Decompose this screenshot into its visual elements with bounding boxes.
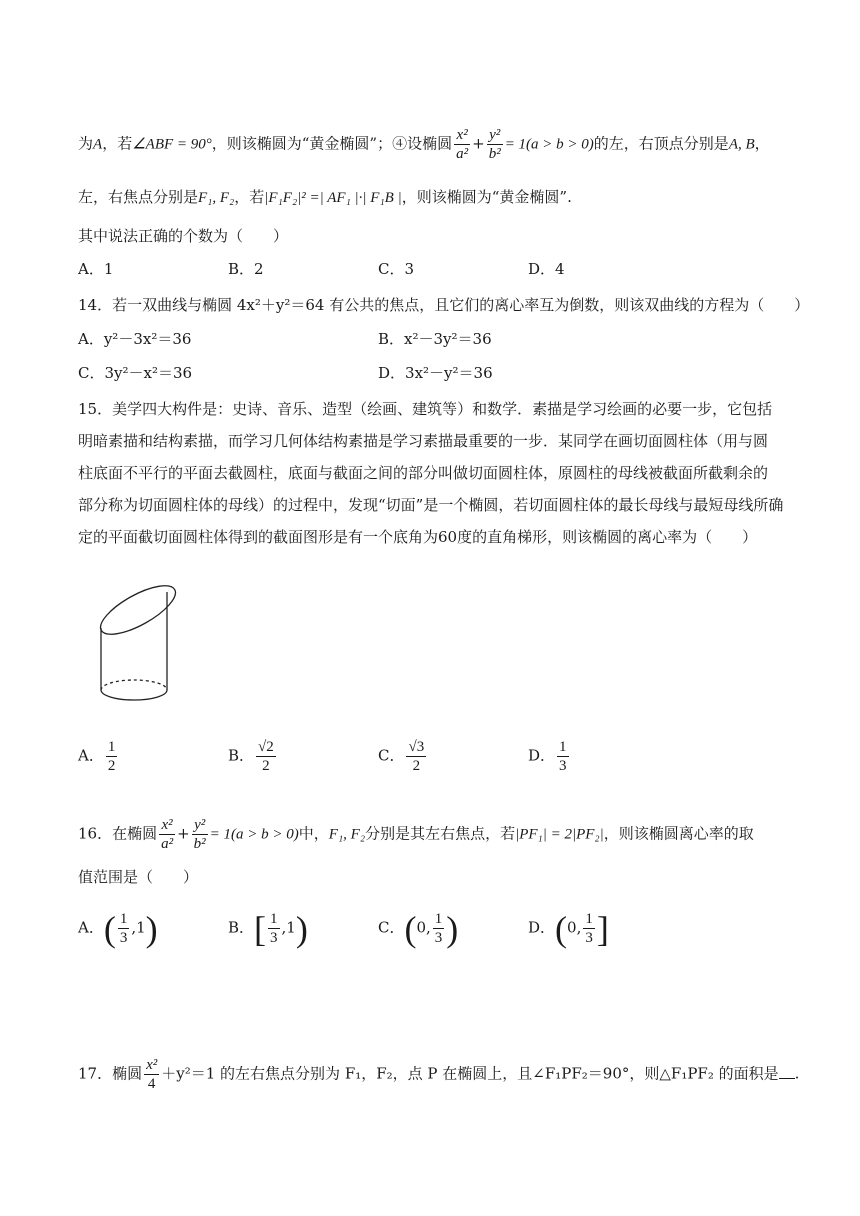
q16-option-c[interactable] xyxy=(378,910,458,947)
text: 分别是其左右焦点，若 xyxy=(365,824,516,843)
q16-option-d[interactable] xyxy=(528,910,609,947)
q14-option-d[interactable]: D．3x²－y²＝36 xyxy=(378,364,493,382)
denominator: 3 xyxy=(585,930,593,946)
text: 的左，右顶点分别是 xyxy=(593,134,729,153)
numerator: 1 xyxy=(559,739,567,755)
fraction-x2-a2 xyxy=(454,126,470,163)
right-bracket: ] xyxy=(596,908,609,949)
math-condition: |PF₁| = 2|PF₂| xyxy=(515,826,604,843)
denominator: 3 xyxy=(434,930,443,946)
answer-blank[interactable] xyxy=(779,1078,795,1079)
denominator: a² xyxy=(161,836,174,852)
text: ，若 xyxy=(102,134,133,153)
q15-line-4: 部分称为切面圆柱体的母线）的过程中，发现“切面”是一个椭圆，若切面圆柱体的最长母线与最短母线所确 xyxy=(78,496,784,514)
math-tail: = 1(a > b > 0) xyxy=(504,136,594,153)
denominator: a² xyxy=(456,146,469,162)
q14-option-a[interactable]: A．y²－3x²＝36 xyxy=(78,330,192,348)
q13-line-2 xyxy=(78,186,790,209)
option-fraction xyxy=(557,738,569,775)
math-tail: = 1(a > b > 0) xyxy=(209,826,299,843)
option-fraction xyxy=(256,738,276,775)
q13-option-c[interactable]: C．3 xyxy=(378,260,415,278)
text: ，则该椭圆离心率的取 xyxy=(603,824,754,843)
math-foci: F₁, F₂ xyxy=(328,826,366,843)
numerator: x² xyxy=(454,126,470,145)
right-bracket: ) xyxy=(295,908,308,949)
q15-line-3: 柱底面不平行的平面去截圆柱，底面与截面之间的部分叫做切面圆柱体，原圆柱的母线被截面所截剩余的 xyxy=(78,464,769,482)
q16-line-2: 值范围是（ ） xyxy=(78,868,199,886)
q13-option-a[interactable]: A．1 xyxy=(78,260,114,278)
interval-end: ,1 xyxy=(131,918,146,937)
interval-end: ,1 xyxy=(281,918,296,937)
fraction-x2-a2 xyxy=(159,816,175,853)
text: 17．椭圆 xyxy=(78,1064,143,1083)
numerator: 1 xyxy=(107,739,116,755)
base-front-arc xyxy=(101,690,167,700)
denominator: 3 xyxy=(270,930,278,946)
math-foci: F₁, F₂ xyxy=(198,190,235,206)
text: ，则该椭圆为“黄金椭圆”. xyxy=(401,188,572,206)
denominator: 3 xyxy=(559,758,567,774)
text: 为 xyxy=(78,134,94,153)
option-label: D． xyxy=(528,746,556,765)
denominator: b² xyxy=(193,836,206,852)
text: ＋y²＝1 的左右焦点分别为 F₁，F₂，点 P 在椭圆上，且∠F₁PF₂＝90°，则△F₁PF₂ 的面积是 xyxy=(161,1064,779,1083)
fraction-x2-4 xyxy=(144,1056,159,1093)
q15-option-c[interactable] xyxy=(378,738,428,775)
option-label: A． xyxy=(78,746,104,765)
text: ，若 xyxy=(234,188,265,206)
denominator: 2 xyxy=(412,758,421,774)
q16-option-b[interactable] xyxy=(228,910,308,947)
numerator: 1 xyxy=(434,911,443,927)
fraction-y2-b2 xyxy=(192,816,208,853)
math-var: A xyxy=(93,136,103,153)
text: 左，右焦点分别是 xyxy=(78,188,199,206)
denominator: 4 xyxy=(147,1076,156,1092)
numerator: 1 xyxy=(585,911,593,927)
q15-line-2: 明暗素描和结构素描，而学习几何体结构素描是学习素描最重要的一步．某同学在画切面圆柱体（用与圆 xyxy=(78,432,769,450)
q14-option-c[interactable]: C．3y²－x²＝36 xyxy=(78,364,193,382)
q16-option-a[interactable] xyxy=(78,910,158,947)
numerator: √2 xyxy=(258,739,274,755)
left-bracket: ( xyxy=(404,908,417,949)
left-bracket: ( xyxy=(555,908,568,949)
numerator: 1 xyxy=(270,911,278,927)
right-bracket: ) xyxy=(446,908,459,949)
right-bracket: ) xyxy=(145,908,158,949)
denominator: b² xyxy=(488,146,501,162)
left-bracket: ( xyxy=(103,908,116,949)
numerator: √3 xyxy=(408,739,425,755)
numerator: 1 xyxy=(119,911,128,927)
cut-ellipse xyxy=(94,578,182,643)
option-fraction xyxy=(433,910,445,947)
option-label: D． xyxy=(528,918,556,937)
text: . xyxy=(794,1064,800,1083)
math-equation: |F₁F₂|² =| AF₁ |·| F₁B | xyxy=(264,190,402,206)
option-label: B． xyxy=(228,746,255,765)
math-angle: ∠ABF = 90° xyxy=(132,136,212,153)
q15-line-5: 定的平面截切面圆柱体得到的截面图形是有一个底角为60度的直角梯形，则该椭圆的离心率为（ ） xyxy=(78,528,758,546)
numerator: y² xyxy=(487,126,503,145)
q13-line-1: 为A，若∠ABF = 90°，则该椭圆为“黄金椭圆”；④设椭圆 $\frac{\text{x²}}{\text{a²}}$ + $\frac{\text{y²}}{\text{b²}}$ = 1(a > b > 0)的左，右顶点分别是A, B， xyxy=(78,127,770,162)
base-back-arc xyxy=(101,680,167,690)
text: ，则该椭圆为“黄金椭圆”；④设椭圆 xyxy=(211,134,453,153)
q17-line xyxy=(78,1056,800,1093)
cut-cylinder-figure xyxy=(90,578,190,710)
q15-option-b[interactable] xyxy=(228,738,278,775)
interval-start: 0, xyxy=(567,918,582,937)
option-label: C． xyxy=(378,918,405,937)
q15-option-a[interactable] xyxy=(78,738,119,775)
option-label: B． xyxy=(228,918,255,937)
option-fraction xyxy=(406,738,426,775)
option-fraction xyxy=(268,910,280,947)
q14-option-b[interactable]: B．x²－3y²＝36 xyxy=(378,330,492,348)
left-bracket: [ xyxy=(254,908,267,949)
q16-line-1: 16．在椭圆 $\frac{\text{x²}}{\text{a²}}$ + $\frac{\text{y²}}{\text{b²}}$ = 1(a > b > 0)中，F₁, F₂分别是其左右焦点，若|PF₁| = 2|PF₂|，则该椭圆离心率的取 xyxy=(78,817,754,852)
text: ， xyxy=(754,134,770,153)
q13-question: 其中说法正确的个数为（ ） xyxy=(78,227,289,245)
numerator: y² xyxy=(192,816,208,835)
option-label: C． xyxy=(378,746,405,765)
option-fraction xyxy=(106,738,118,775)
numerator: x² xyxy=(146,1057,158,1073)
q15-option-d[interactable] xyxy=(528,738,571,775)
option-label: A． xyxy=(78,918,104,937)
interval-start: 0, xyxy=(416,918,431,937)
math-vars: A, B xyxy=(728,136,755,153)
q15-line-1: 15．美学四大构件是：史诗、音乐、造型（绘画、建筑等）和数学．素描是学习绘画的必要一步，它包括 xyxy=(78,400,773,418)
text: 16．在椭圆 xyxy=(78,824,158,843)
numerator: x² xyxy=(159,816,175,835)
q13-option-d[interactable]: D．4 xyxy=(528,260,565,278)
denominator: 2 xyxy=(262,758,270,774)
q14-stem: 14．若一双曲线与椭圆 4x²＋y²＝64 有公共的焦点，且它们的离心率互为倒数，则该双曲线的方程为（ ） xyxy=(78,296,810,314)
option-fraction xyxy=(118,910,130,947)
denominator: 2 xyxy=(107,758,116,774)
q13-option-b[interactable]: B．2 xyxy=(228,260,264,278)
fraction-y2-b2 xyxy=(487,126,503,163)
option-fraction xyxy=(583,910,595,947)
text: 中， xyxy=(298,824,329,843)
denominator: 3 xyxy=(119,930,128,946)
